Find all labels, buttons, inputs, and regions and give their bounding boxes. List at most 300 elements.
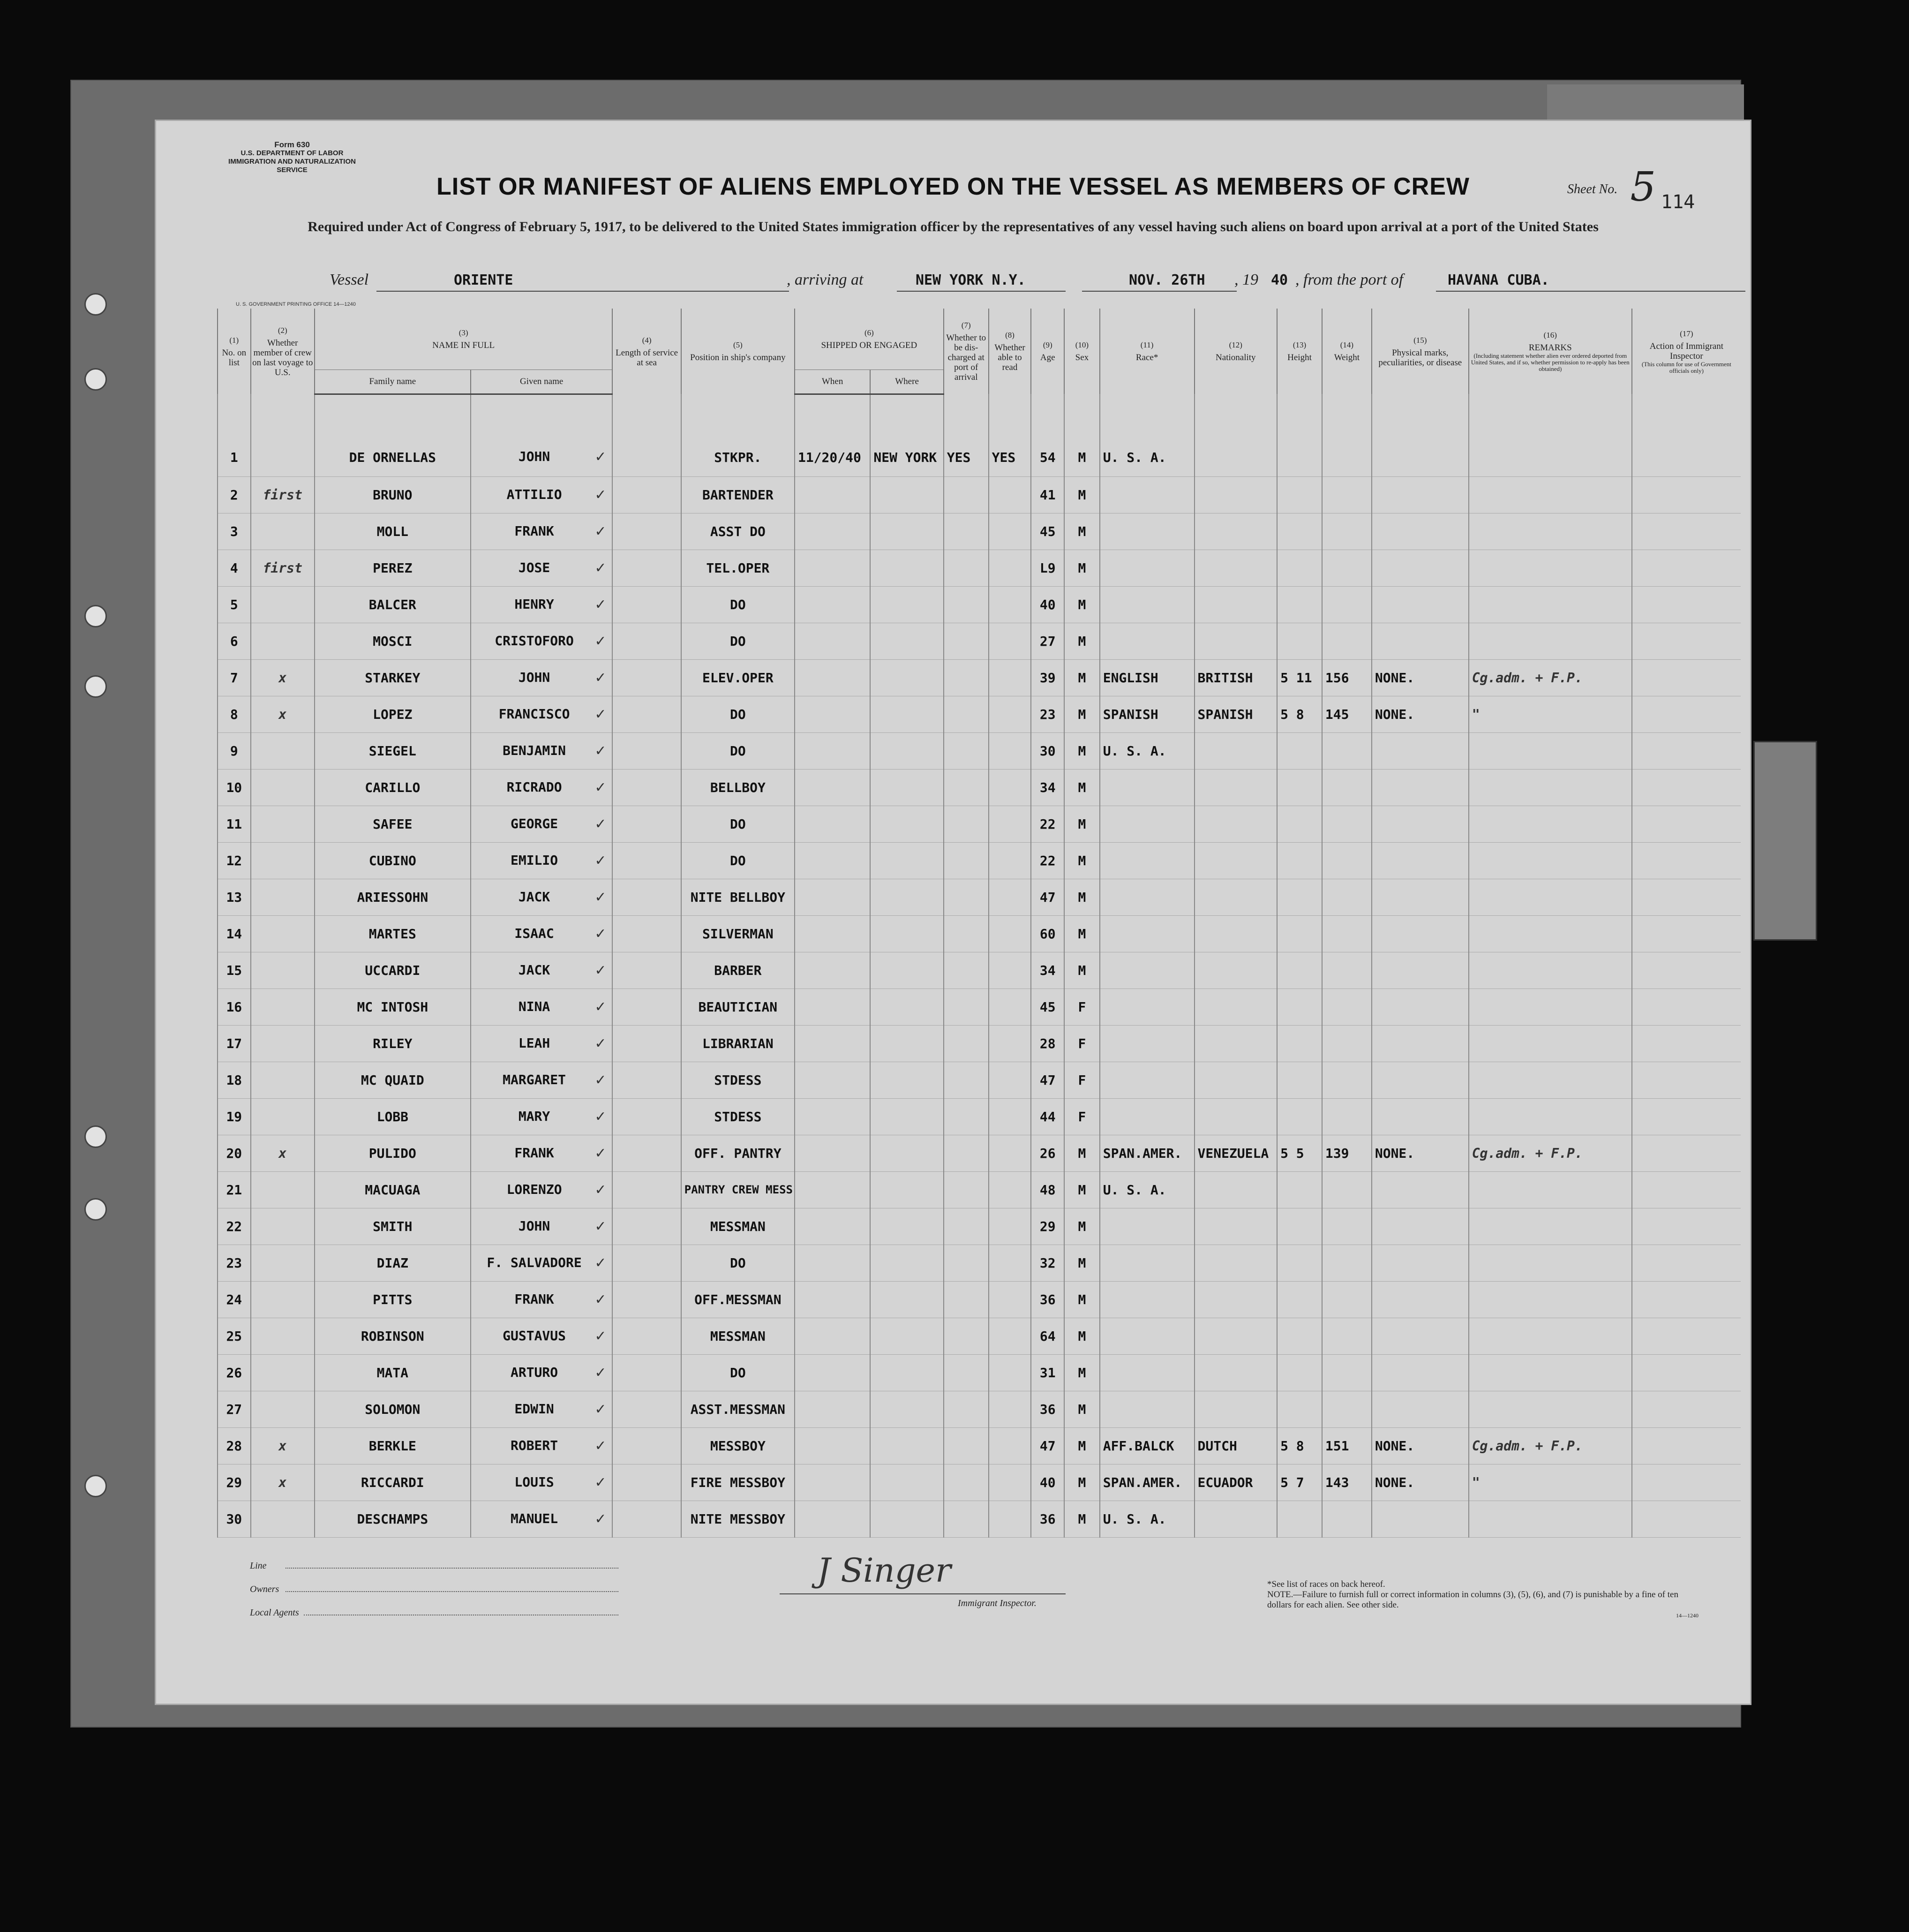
row-number-cell: 22 [218,1208,251,1245]
sex-cell: M [1064,732,1100,769]
shipped-where-cell [870,1464,943,1501]
given-name-cell [471,1135,613,1171]
inspector-action-cell [1632,1062,1741,1098]
last-voyage-mark-cell [251,586,315,623]
family-name-cell: STARKEY [315,659,471,696]
nationality-cell [1195,1281,1278,1318]
age-cell: 39 [1031,659,1064,696]
shipped-where-cell [870,915,943,952]
sex-cell: M [1064,1501,1100,1537]
shipped-when-cell [795,1464,870,1501]
col-header-shipped: (6) SHIPPED OR ENGAGED [795,309,944,370]
checkmark-icon: ✓ [594,1401,607,1418]
remarks-cell [1469,1062,1632,1098]
nationality-cell [1195,513,1278,550]
given-name-cell [471,1464,613,1501]
able-to-read-cell [989,1427,1031,1464]
weight-cell [1322,394,1372,476]
inspector-action-cell [1632,1354,1741,1391]
family-name-cell: PULIDO [315,1135,471,1171]
given-name-text: FRANK [514,1145,554,1161]
form-subtitle: Required under Act of Congress of February 5, 1917, to be delivered to the United States immigration officer by the representatives of any vessel having such aliens on board upon arrival at a port of the United States [308,219,1599,234]
remarks-cell [1469,476,1632,513]
table-row [218,586,1741,623]
weight-cell: 145 [1322,696,1372,732]
inspector-action-cell [1632,1391,1741,1427]
family-name-cell: RILEY [315,1025,471,1062]
printer-imprint: U. S. GOVERNMENT PRINTING OFFICE 14—1240 [236,302,356,307]
given-name-cell [471,915,613,952]
physical-marks-cell [1372,394,1469,476]
shipped-when-cell [795,476,870,513]
row-number-cell: 29 [218,1464,251,1501]
shipped-when-cell [795,659,870,696]
inspector-action-cell [1632,550,1741,586]
discharged-cell [944,696,989,732]
height-cell [1277,623,1322,659]
able-to-read-cell [989,879,1031,915]
age-cell: 40 [1031,1464,1064,1501]
last-voyage-mark-cell [251,1318,315,1354]
family-name-cell: BRUNO [315,476,471,513]
col-header-position: (5) Position in ship's company [681,309,795,394]
given-name-text: JOSE [518,559,550,575]
form-identifier [226,141,358,174]
age-cell: 45 [1031,513,1064,550]
last-voyage-mark-cell [251,952,315,989]
inspector-signature: J Singer [817,1551,951,1590]
inspector-action-cell [1632,1464,1741,1501]
family-name-cell: SOLOMON [315,1391,471,1427]
inspector-action-cell [1632,513,1741,550]
checkmark-icon: ✓ [594,1108,607,1125]
row-number-cell: 30 [218,1501,251,1537]
race-cell [1100,879,1195,915]
last-voyage-mark-cell: x [251,696,315,732]
inspector-action-cell [1632,1427,1741,1464]
length-of-service-cell [612,550,681,586]
length-of-service-cell [612,586,681,623]
remarks-cell [1469,1098,1632,1135]
manifest-sheet [155,120,1751,1705]
shipped-where-cell [870,1062,943,1098]
checkmark-icon: ✓ [594,559,607,576]
vessel-line [156,271,1750,299]
able-to-read-cell [989,1245,1031,1281]
remarks-cell [1469,952,1632,989]
physical-marks-cell [1372,586,1469,623]
remarks-cell: Cg.adm. + F.P. [1469,659,1632,696]
table-row [218,1391,1741,1427]
nationality-cell [1195,915,1278,952]
inspector-action-cell [1632,1318,1741,1354]
length-of-service-cell [612,1318,681,1354]
nationality-cell: SPANISH [1195,696,1278,732]
race-cell [1100,1062,1195,1098]
shipped-where-cell [870,659,943,696]
table-row [218,1098,1741,1135]
race-cell [1100,1354,1195,1391]
physical-marks-cell: NONE. [1372,659,1469,696]
height-cell [1277,1171,1322,1208]
nationality-cell [1195,550,1278,586]
shipped-where-cell [870,989,943,1025]
shipped-when-cell [795,1281,870,1318]
physical-marks-cell [1372,1354,1469,1391]
sex-cell: M [1064,586,1100,623]
last-voyage-mark-cell [251,732,315,769]
able-to-read-cell [989,1281,1031,1318]
able-to-read-cell [989,476,1031,513]
able-to-read-cell [989,769,1031,806]
discharged-cell [944,476,989,513]
age-cell: 34 [1031,952,1064,989]
punch-hole [84,675,107,698]
able-to-read-cell [989,1062,1031,1098]
punch-hole [84,1125,107,1148]
given-name-cell [471,586,613,623]
family-name-cell: DE ORNELLAS [315,394,471,476]
position-cell: DO [681,1245,795,1281]
table-row [218,696,1741,732]
punch-hole [84,605,107,627]
height-cell [1277,1208,1322,1245]
given-name-text: CRISTOFORO [495,633,574,649]
able-to-read-cell [989,1208,1031,1245]
height-cell [1277,1391,1322,1427]
checkmark-icon: ✓ [594,998,607,1015]
shipped-when-cell [795,769,870,806]
physical-marks-cell [1372,806,1469,842]
given-name-text: F. SALVADORE [487,1254,582,1270]
race-cell [1100,806,1195,842]
discharged-cell [944,550,989,586]
given-name-cell [471,1025,613,1062]
position-cell: BEAUTICIAN [681,989,795,1025]
arriving-label: , arriving at [787,271,864,288]
discharged-cell [944,1208,989,1245]
row-number-cell: 19 [218,1098,251,1135]
position-cell: FIRE MESSBOY [681,1464,795,1501]
height-cell [1277,842,1322,879]
given-name-text: EDWIN [514,1401,554,1417]
shipped-when-cell [795,1025,870,1062]
row-number-cell: 10 [218,769,251,806]
row-number-cell: 14 [218,915,251,952]
given-name-text: HENRY [514,596,554,612]
sex-cell: M [1064,1354,1100,1391]
length-of-service-cell [612,806,681,842]
remarks-cell [1469,513,1632,550]
col-header-inspector-action: (17) Action of Immigrant Inspector (This column for use of Government officials only) [1632,309,1741,394]
last-voyage-mark-cell: x [251,659,315,696]
from-label: , from the port of [1295,271,1404,288]
shipped-when-cell [795,1171,870,1208]
length-of-service-cell [612,952,681,989]
length-of-service-cell [612,1208,681,1245]
inspector-action-cell [1632,1135,1741,1171]
shipped-when-cell [795,915,870,952]
shipped-where-cell [870,842,943,879]
checkmark-icon: ✓ [594,633,607,649]
physical-marks-cell [1372,1062,1469,1098]
shipped-where-cell [870,550,943,586]
table-row [218,1025,1741,1062]
length-of-service-cell [612,769,681,806]
col-header-given-name: Given name [471,370,613,394]
shipped-where-cell [870,1281,943,1318]
able-to-read-cell [989,1025,1031,1062]
given-name-text: LEAH [518,1035,550,1051]
shipped-where-cell [870,1354,943,1391]
family-name-cell: BALCER [315,586,471,623]
position-cell: STKPR. [681,394,795,476]
row-number-cell: 2 [218,476,251,513]
nationality-cell: BRITISH [1195,659,1278,696]
punch-hole [84,368,107,391]
sex-cell: M [1064,696,1100,732]
last-voyage-mark-cell [251,806,315,842]
race-cell [1100,1245,1195,1281]
weight-cell [1322,806,1372,842]
given-name-text: JOHN [518,448,550,464]
row-number-cell: 21 [218,1171,251,1208]
row-number-cell: 11 [218,806,251,842]
family-name-cell: MOSCI [315,623,471,659]
able-to-read-cell [989,1318,1031,1354]
shipped-where-cell [870,696,943,732]
row-number-cell: 6 [218,623,251,659]
penalty-note [1267,1579,1699,1621]
given-name-cell [471,1062,613,1098]
row-number-cell: 9 [218,732,251,769]
shipped-when-cell [795,550,870,586]
last-voyage-mark-cell [251,394,315,476]
nationality-cell [1195,732,1278,769]
given-name-cell [471,879,613,915]
race-cell [1100,550,1195,586]
remarks-cell [1469,989,1632,1025]
shipped-when-cell [795,1098,870,1135]
discharged-cell [944,842,989,879]
row-number-cell: 25 [218,1318,251,1354]
punch-hole [84,293,107,316]
sheet-number-value: 5 [1630,164,1656,211]
nationality-cell: DUTCH [1195,1427,1278,1464]
remarks-cell [1469,394,1632,476]
last-voyage-mark-cell [251,1281,315,1318]
given-name-text: BENJAMIN [503,742,566,758]
remarks-cell [1469,1318,1632,1354]
discharged-cell [944,1318,989,1354]
weight-cell [1322,1245,1372,1281]
table-row [218,732,1741,769]
nationality-cell [1195,1391,1278,1427]
family-name-cell: RICCARDI [315,1464,471,1501]
shipped-where-cell [870,1501,943,1537]
arrival-date: NOV. 26TH [1129,272,1205,288]
shipped-where-cell [870,586,943,623]
table-row [218,952,1741,989]
table-row [218,623,1741,659]
race-cell: ENGLISH [1100,659,1195,696]
remarks-cell [1469,623,1632,659]
given-name-cell [471,1391,613,1427]
weight-cell [1322,1354,1372,1391]
sex-cell: M [1064,1208,1100,1245]
inspector-action-cell [1632,1281,1741,1318]
arriving-underline [897,291,1066,292]
signature-line [780,1593,1066,1594]
race-cell [1100,915,1195,952]
inspector-action-cell [1632,732,1741,769]
height-cell [1277,1025,1322,1062]
weight-cell [1322,952,1372,989]
discharged-cell [944,623,989,659]
family-name-cell: SAFEE [315,806,471,842]
discharged-cell [944,732,989,769]
nationality-cell [1195,1245,1278,1281]
given-name-cell [471,1281,613,1318]
underlying-page-tab [1753,741,1817,941]
given-name-cell [471,1098,613,1135]
position-cell: DO [681,623,795,659]
row-number-cell: 12 [218,842,251,879]
shipped-where-cell [870,806,943,842]
position-cell: DO [681,732,795,769]
col-header-weight: (14) Weight [1322,309,1372,394]
position-cell: STDESS [681,1098,795,1135]
checkmark-icon: ✓ [594,1218,607,1235]
col-header-name: (3) NAME IN FULL [315,309,613,370]
family-name-cell: MOLL [315,513,471,550]
sex-cell: M [1064,1391,1100,1427]
given-name-text: JOHN [518,669,550,685]
checkmark-icon: ✓ [594,815,607,832]
col-header-when: When [795,370,870,394]
col-header-remarks: (16) REMARKS (Including statement whether alien ever ordered deported from United States, and if so, whether permission to re-apply has been obtained) [1469,309,1632,394]
weight-cell [1322,1501,1372,1537]
able-to-read-cell [989,1171,1031,1208]
shipped-where-cell [870,1208,943,1245]
family-name-cell: SMITH [315,1208,471,1245]
height-cell: 5 8 [1277,1427,1322,1464]
last-voyage-mark-cell: x [251,1464,315,1501]
age-cell: 47 [1031,1062,1064,1098]
given-name-cell [471,476,613,513]
row-number-cell: 7 [218,659,251,696]
given-name-cell [471,394,613,476]
row-number-cell: 13 [218,879,251,915]
weight-cell [1322,769,1372,806]
race-cell [1100,1281,1195,1318]
checkmark-icon: ✓ [594,669,607,686]
last-voyage-mark-cell: x [251,1427,315,1464]
shipped-when-cell [795,1318,870,1354]
last-voyage-mark-cell: first [251,476,315,513]
shipped-when-cell [795,513,870,550]
position-cell: DO [681,1354,795,1391]
family-name-cell: CARILLO [315,769,471,806]
given-name-cell [471,1245,613,1281]
family-name-cell: DIAZ [315,1245,471,1281]
shipped-when-cell [795,623,870,659]
remarks-cell: " [1469,1464,1632,1501]
sex-cell: M [1064,623,1100,659]
table-row [218,915,1741,952]
sex-cell: M [1064,550,1100,586]
remarks-cell [1469,1281,1632,1318]
line-field [286,1568,618,1569]
row-number-cell: 28 [218,1427,251,1464]
inspector-action-cell [1632,1171,1741,1208]
discharged-cell [944,1281,989,1318]
age-cell: 44 [1031,1098,1064,1135]
col-header-nationality: (12) Nationality [1195,309,1278,394]
height-cell [1277,989,1322,1025]
discharged-cell [944,1135,989,1171]
age-cell: 47 [1031,879,1064,915]
family-name-cell: SIEGEL [315,732,471,769]
form-number: Form 630 [274,140,310,149]
height-cell [1277,806,1322,842]
checkmark-icon: ✓ [594,1145,607,1162]
table-row [218,513,1741,550]
table-row [218,879,1741,915]
height-cell [1277,513,1322,550]
able-to-read-cell [989,513,1031,550]
family-name-cell: UCCARDI [315,952,471,989]
shipped-where-cell [870,1135,943,1171]
age-cell: 40 [1031,586,1064,623]
nationality-cell [1195,476,1278,513]
shipped-when-cell [795,1427,870,1464]
height-cell [1277,1245,1322,1281]
discharged-cell [944,1427,989,1464]
checkmark-icon: ✓ [594,486,607,503]
able-to-read-cell [989,623,1031,659]
row-number-cell: 20 [218,1135,251,1171]
length-of-service-cell [612,1135,681,1171]
shipped-where-cell [870,1098,943,1135]
remarks-cell [1469,586,1632,623]
row-number-cell: 18 [218,1062,251,1098]
shipped-when-cell [795,1062,870,1098]
given-name-text: JACK [518,889,550,905]
checkmark-icon: ✓ [594,1254,607,1271]
inspector-label: Immigrant Inspector. [958,1598,1037,1608]
inspector-action-cell [1632,659,1741,696]
nationality-cell [1195,394,1278,476]
family-name-cell: MARTES [315,915,471,952]
weight-cell [1322,879,1372,915]
family-name-cell: MC QUAID [315,1062,471,1098]
race-cell [1100,1025,1195,1062]
weight-cell: 139 [1322,1135,1372,1171]
nationality-cell [1195,1062,1278,1098]
table-row [218,476,1741,513]
race-cell: U. S. A. [1100,1171,1195,1208]
remarks-cell [1469,1391,1632,1427]
shipped-when-cell [795,696,870,732]
shipped-when-cell [795,586,870,623]
weight-cell [1322,623,1372,659]
sex-cell: M [1064,952,1100,989]
last-voyage-mark-cell [251,989,315,1025]
given-name-cell [471,806,613,842]
length-of-service-cell [612,1062,681,1098]
checkmark-icon: ✓ [594,1181,607,1198]
